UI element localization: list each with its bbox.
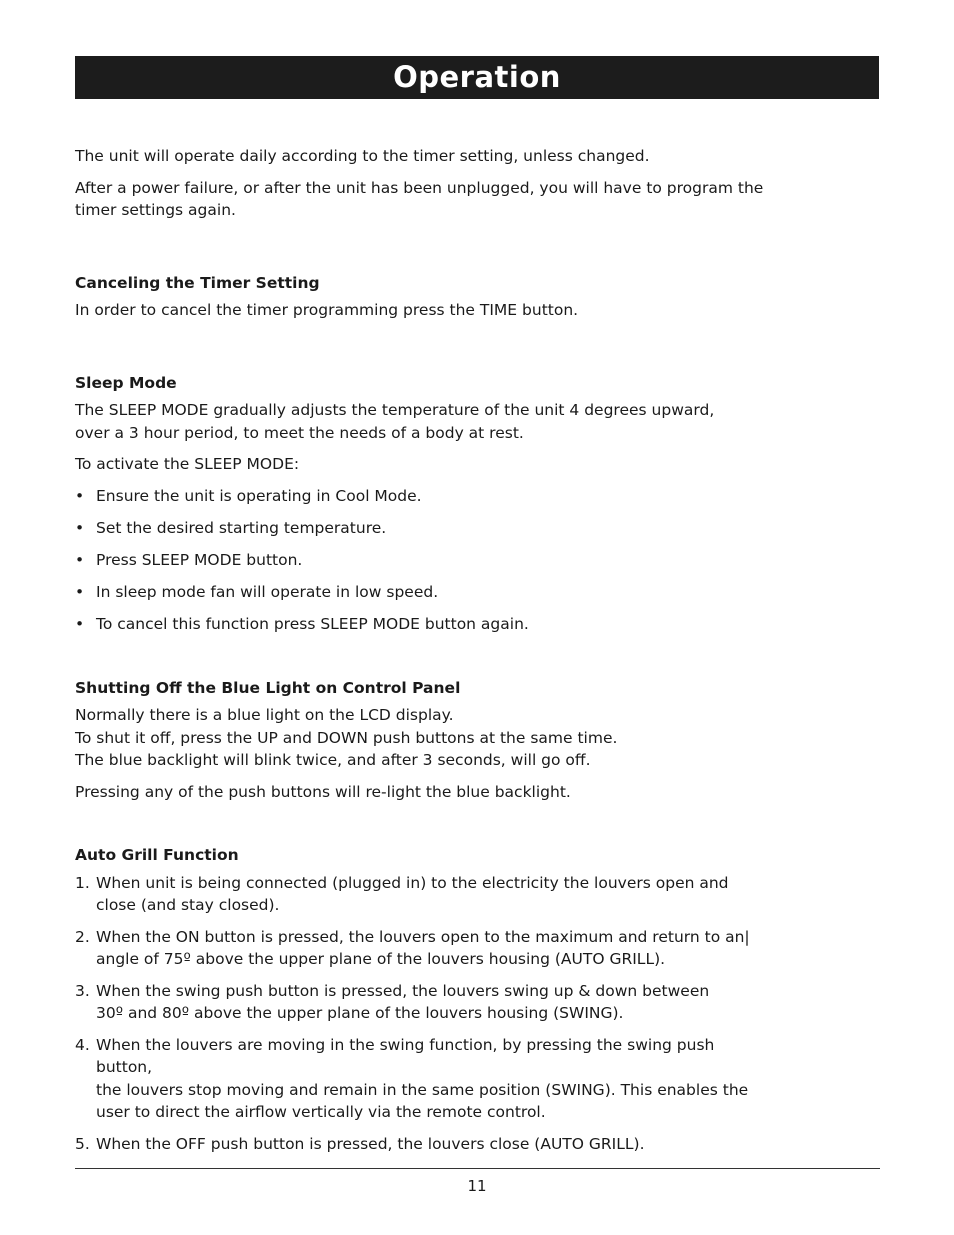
footer-divider bbox=[75, 1168, 880, 1169]
list-item-number: 4. bbox=[75, 1035, 90, 1054]
section-heading-sleep-mode: Sleep Mode bbox=[75, 373, 177, 392]
bullet-icon: • bbox=[75, 582, 85, 601]
list-item-text: In sleep mode fan will operate in low speed. bbox=[96, 582, 439, 601]
auto-grill-steps-list bbox=[75, 872, 775, 1156]
list-item-line: angle of 75º above the upper plane of the louvers housing (AUTO GRILL). bbox=[96, 950, 666, 968]
auto-grill-section bbox=[75, 844, 775, 1155]
intro-paragraph-2 bbox=[75, 177, 775, 222]
canceling-timer-text: In order to cancel the timer programming press the TIME button. bbox=[75, 301, 579, 319]
list-item-number: 5. bbox=[75, 1134, 90, 1153]
section-heading-blue-light: Shutting Off the Blue Light on Control Panel bbox=[75, 678, 461, 697]
intro-section bbox=[75, 145, 775, 222]
page-title: Operation bbox=[393, 60, 561, 94]
sleep-mode-paragraph-1-line-2: over a 3 hour period, to meet the needs of a body at rest. bbox=[75, 423, 524, 442]
list-item-text: Set the desired starting temperature. bbox=[96, 518, 387, 537]
list-item-line: user to direct the airflow vertically via the remote control. bbox=[96, 1103, 546, 1121]
blue-light-paragraph-1 bbox=[75, 704, 775, 772]
canceling-timer-section bbox=[75, 272, 775, 322]
list-item-number: 3. bbox=[75, 981, 90, 1000]
blue-light-line-3: The blue backlight will blink twice, and after 3 seconds, will go off. bbox=[75, 751, 591, 769]
page-number: 11 bbox=[467, 1177, 487, 1195]
intro-paragraph-2-line-2: timer settings again. bbox=[75, 201, 236, 219]
list-item bbox=[75, 926, 775, 971]
list-item bbox=[75, 581, 775, 604]
list-item bbox=[75, 549, 775, 572]
bullet-icon: • bbox=[75, 614, 85, 633]
section-heading-canceling-timer: Canceling the Timer Setting bbox=[75, 273, 320, 292]
list-item bbox=[75, 613, 775, 636]
list-item-line: close (and stay closed). bbox=[96, 896, 280, 914]
blue-light-paragraph-2: Pressing any of the push buttons will re-light the blue backlight. bbox=[75, 782, 571, 801]
list-item-number: 1. bbox=[75, 873, 90, 892]
list-item-line: When the OFF push button is pressed, the louvers close (AUTO GRILL). bbox=[96, 1134, 645, 1153]
list-item-line: When the louvers are moving in the swing function, by pressing the swing push button, bbox=[96, 1035, 715, 1076]
blue-light-line-2: To shut it off, press the UP and DOWN push buttons at the same time. bbox=[75, 728, 618, 747]
page-title-bar bbox=[75, 56, 879, 99]
sleep-mode-paragraph-2: To activate the SLEEP MODE: bbox=[75, 455, 300, 473]
list-item bbox=[75, 1034, 775, 1124]
sleep-mode-paragraph-1 bbox=[75, 399, 775, 444]
bullet-icon: • bbox=[75, 518, 85, 537]
list-item-line: 30º and 80º above the upper plane of the louvers housing (SWING). bbox=[96, 1004, 624, 1022]
intro-paragraph-2-line-1: After a power failure, or after the unit has been unplugged, you will have to program the bbox=[75, 178, 764, 197]
intro-paragraph-1: The unit will operate daily according to the timer setting, unless changed. bbox=[75, 147, 650, 165]
list-item bbox=[75, 485, 775, 508]
list-item-line: When unit is being connected (plugged in) to the electricity the louvers open and bbox=[96, 873, 729, 892]
list-item bbox=[75, 980, 775, 1025]
list-item-number: 2. bbox=[75, 927, 90, 946]
sleep-mode-steps-list bbox=[75, 485, 775, 636]
section-heading-auto-grill: Auto Grill Function bbox=[75, 846, 239, 864]
sleep-mode-section bbox=[75, 372, 775, 636]
bullet-icon: • bbox=[75, 486, 85, 505]
list-item bbox=[75, 1133, 775, 1156]
blue-light-line-1: Normally there is a blue light on the LCD display. bbox=[75, 706, 454, 724]
blue-light-section bbox=[75, 677, 775, 804]
sleep-mode-paragraph-1-line-1: The SLEEP MODE gradually adjusts the temperature of the unit 4 degrees upward, bbox=[75, 401, 715, 419]
list-item-text: Ensure the unit is operating in Cool Mode. bbox=[96, 486, 422, 505]
list-item-line: the louvers stop moving and remain in the same position (SWING). This enables the bbox=[96, 1080, 749, 1099]
list-item bbox=[75, 517, 775, 540]
page-content bbox=[75, 145, 775, 1164]
list-item bbox=[75, 872, 775, 917]
list-item-line: When the swing push button is pressed, the louvers swing up & down between bbox=[96, 981, 710, 1000]
list-item-text: To cancel this function press SLEEP MODE button again. bbox=[96, 614, 529, 633]
bullet-icon: • bbox=[75, 550, 85, 569]
list-item-text: Press SLEEP MODE button. bbox=[96, 550, 303, 569]
list-item-line: When the ON button is pressed, the louvers open to the maximum and return to an| bbox=[96, 927, 750, 946]
